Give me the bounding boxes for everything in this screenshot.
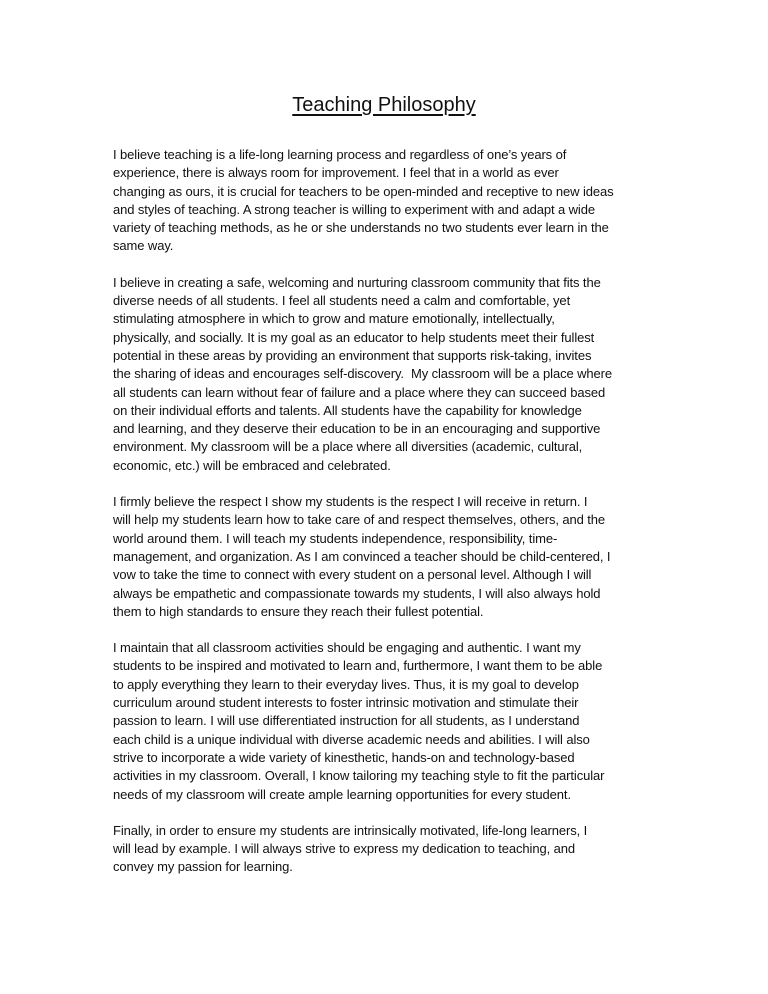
paragraph-3: I firmly believe the respect I show my students is the respect I will receive in return. I will help my students learn how to take care of and respect themselves, others, and the world around them. I will teach my students independence, responsibility, time- management, and organization. As I am convinced a teacher should be child-centered, I vow to take the time to connect with every student on a personal level. Although I will always be empathetic and compassionate towards my students, I will also always hold them to high standards to ensure they reach their fullest potential. — [113, 494, 611, 619]
document-body — [113, 146, 661, 895]
document-title: Teaching Philosophy — [292, 94, 476, 116]
paragraph-2: I believe in creating a safe, welcoming and nurturing classroom community that fits the diverse needs of all students. I feel all students need a calm and comfortable, yet stimulating atmosphere in which to grow and mature emotionally, intellectually, physically, and socially. It is my goal as an educator to help students meet their fullest potential in these areas by providing an environment that supports risk-taking, invites the sharing of ideas and encourages self-discovery. My classroom will be a place where all students can learn without fear of failure and a place where they can succeed based on their individual efforts and talents. All students have the capability for knowledge and learning, and they deserve their education to be in an encouraging and supportive environment. My classroom will be a place where all diversities (academic, cultural, economic, etc.) will be embraced and celebrated. — [113, 274, 613, 473]
paragraph-1: I believe teaching is a life-long learning process and regardless of one’s years of experience, there is always room for improvement. I feel that in a world as ever changing as ours, it is crucial for teachers to be open-minded and receptive to new ideas and styles of teaching. A strong teacher is willing to experiment with and adapt a wide variety of teaching methods, as he or she understands no two students ever learn in the same way. — [113, 147, 614, 254]
paragraph-5: Finally, in order to ensure my students are intrinsically motivated, life-long learners, I will lead by example. I will always strive to express my dedication to teaching, and convey my passion for learning. — [113, 822, 588, 875]
paragraph-4: I maintain that all classroom activities should be engaging and authentic. I want my students to be inspired and motivated to learn and, furthermore, I want them to be able to apply everything they learn to their everyday lives. Thus, it is my goal to develop curriculum around student interests to foster intrinsic motivation and stimulate their passion to learn. I will use differentiated instruction for all students, as I understand each child is a unique individual with diverse academic needs and abilities. I will also strive to incorporate a wide variety of kinesthetic, hands-on and technology-based activities in my classroom. Overall, I know tailoring my teaching style to fit the particular needs of my classroom will create ample learning opportunities for every student. — [113, 640, 605, 802]
